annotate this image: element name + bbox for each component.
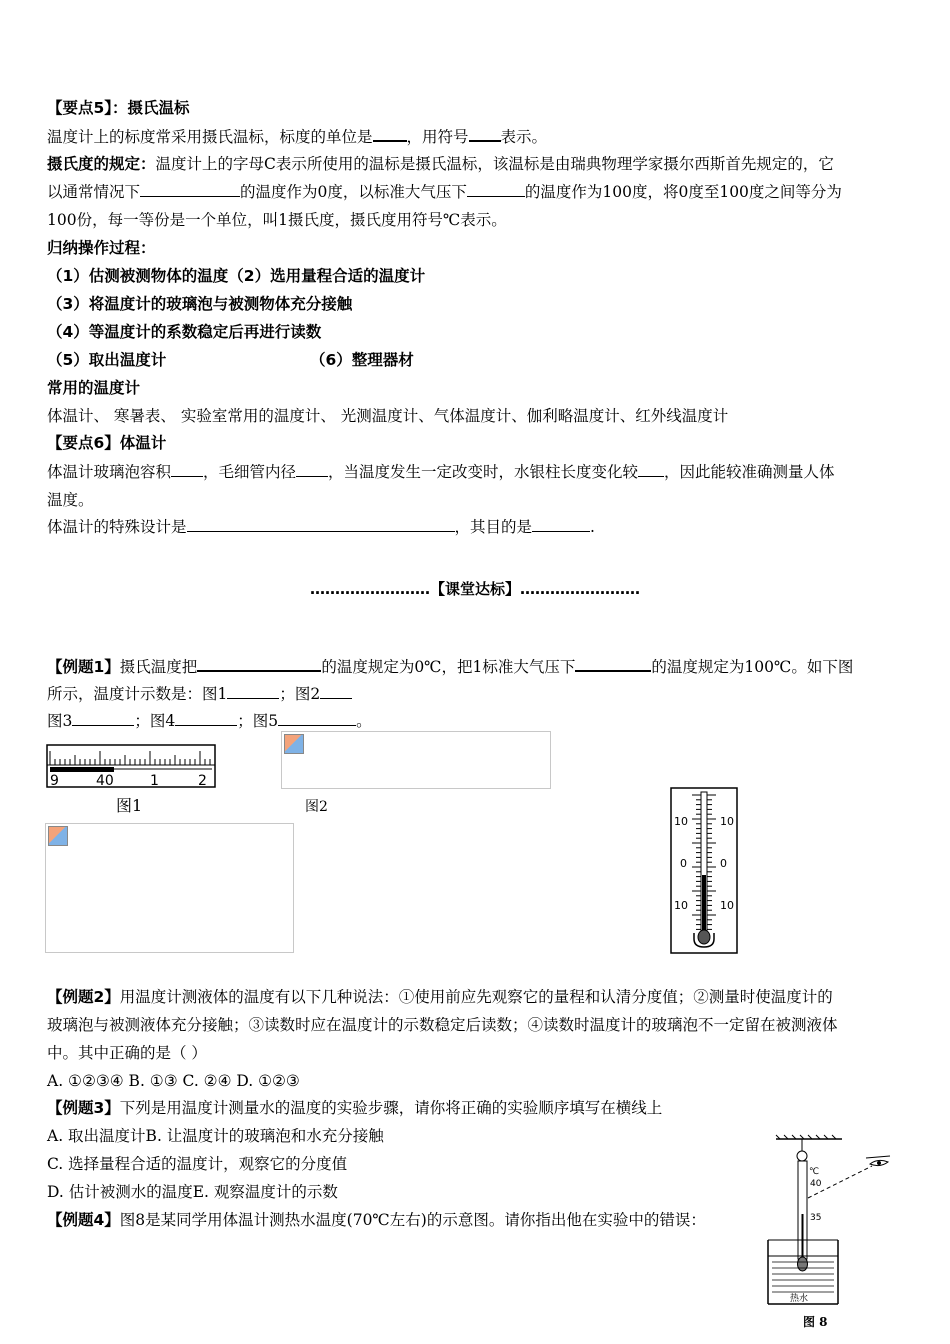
- fig1-tick-label: 40: [96, 773, 114, 789]
- fig8-unit-label: ℃: [809, 1167, 820, 1177]
- section5-rule-line2: 以通常情况下 的温度作为0度，以标准大气压下 的温度作为100度，将0度至100度之间等分为: [47, 183, 842, 201]
- procedure-step6: （6）整理器材: [310, 351, 414, 369]
- figure-2-caption: 图2: [305, 799, 328, 815]
- ex1-line2: 所示，温度计示数是：图1 ；图2: [47, 684, 352, 704]
- vt-tick-label: 10: [720, 899, 734, 912]
- fig1-tick-label: 1: [150, 773, 159, 789]
- ex3-option-a: A. 取出温度计B. 让温度计的玻璃泡和水充分接触: [47, 1127, 384, 1145]
- figure-1-thermometer: [46, 743, 218, 793]
- procedure-step5: （5）取出温度计: [47, 351, 167, 369]
- vt-tick-label: 10: [674, 815, 688, 828]
- ex1-line3: 图3 ；图4 ；图5 。: [47, 712, 372, 730]
- section6-line1: 体温计玻璃泡容积 ，毛细管内径 ，当温度发生一定改变时，水银柱长度变化较 ，因此能较准确测量人体: [47, 463, 835, 481]
- section5-rule-line1: 摄氏度的规定：温度计上的字母C表示所使用的温标是摄氏温标，该温标是由瑞典物理学家摄尔西斯首先规定的，它: [47, 155, 834, 173]
- ex3-option-c: C. 选择量程合适的温度计，观察它的分度值: [47, 1155, 348, 1173]
- section5-heading: 【要点5】：摄氏温标: [47, 99, 190, 117]
- procedure-step1: （1）估测被测物体的温度（2）选用量程合适的温度计: [47, 267, 426, 285]
- ex2-line3: 中。其中正确的是（ ）: [47, 1044, 207, 1062]
- fig8-water-label: 热水: [790, 1294, 809, 1304]
- broken-image-icon: [284, 734, 304, 754]
- ex4-line1: 【例题4】图8是某同学用体温计测热水温度(70℃左右)的示意图。请你指出他在实验中的错误：: [47, 1211, 706, 1229]
- ex1-line1: 【例题1】摄氏温度把 的温度规定为0℃，把1标准大气压下 的温度规定为100℃。如下图: [47, 658, 854, 676]
- vt-tick-label: 0: [680, 857, 687, 870]
- common-heading: 常用的温度计: [47, 379, 141, 397]
- figure-vertical-thermometer: [670, 787, 740, 955]
- figure-1-caption: 图1: [116, 796, 143, 815]
- vt-tick-label: 10: [720, 815, 734, 828]
- vt-tick-label: 0: [720, 857, 727, 870]
- ex2-line2: 玻璃泡与被测液体充分接触；③读数时应在温度计的示数稳定后读数；④读数时温度计的玻璃泡不一定留在被测液体: [47, 1016, 838, 1034]
- section6-heading: 【要点6】体温计: [47, 434, 167, 452]
- figure-3-image-placeholder: [45, 823, 294, 953]
- ex3-line1: 【例题3】下列是用温度计测量水的温度的实验步骤，请你将正确的实验顺序填写在横线上: [47, 1099, 663, 1117]
- section5-line1: 温度计上的标度常采用摄氏温标，标度的单位是 ，用符号 表示。: [47, 128, 548, 146]
- ex2-options: A. ①②③④ B. ①③ C. ②④ D. ①②③: [47, 1072, 300, 1090]
- vt-tick-label: 10: [674, 899, 688, 912]
- fig1-tick-label: 2: [198, 773, 207, 789]
- ex3-option-d: D. 估计被测水的温度E. 观察温度计的示数: [47, 1183, 338, 1201]
- procedure-step3: （3）将温度计的玻璃泡与被测物体充分接触: [47, 295, 353, 313]
- section5-rule-line3: 100份，每一等份是一个单位，叫1摄氏度，摄氏度用符号℃表示。: [47, 211, 507, 229]
- procedure-heading: 归纳操作过程：: [47, 239, 156, 257]
- figure-8-illustration: [762, 1134, 912, 1312]
- fig8-tick-35: 35: [810, 1213, 822, 1223]
- section6-line2: 温度。: [47, 491, 94, 509]
- fig8-tick-40: 40: [810, 1179, 822, 1189]
- ex2-line1: 【例题2】用温度计测液体的温度有以下几种说法：①使用前应先观察它的量程和认清分度值；②测量时使温度计的: [47, 988, 833, 1006]
- broken-image-icon: [48, 826, 68, 846]
- fig1-tick-label: 9: [50, 773, 59, 789]
- figure-2-image-placeholder: [281, 731, 551, 789]
- class-section-title: ……………………【课堂达标】……………………: [309, 580, 640, 598]
- procedure-step4: （4）等温度计的系数稳定后再进行读数: [47, 323, 322, 341]
- figure-8-caption: 图 8: [803, 1315, 828, 1329]
- section6-line3: 体温计的特殊设计是 ，其目的是 .: [47, 518, 595, 536]
- common-list: 体温计、 寒暑表、 实验室常用的温度计、 光测温度计、气体温度计、伽利略温度计、红外线温度计: [47, 407, 729, 425]
